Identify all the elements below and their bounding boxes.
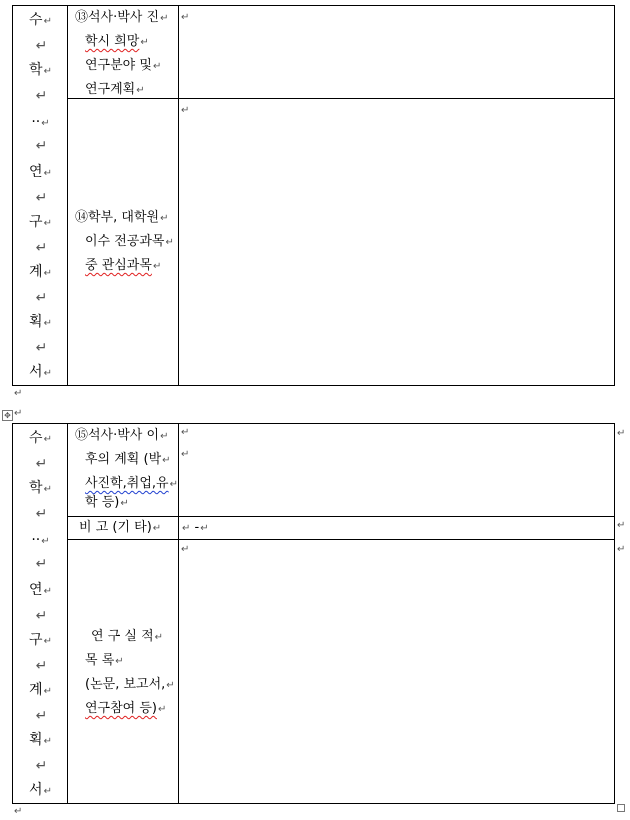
remarks-value: ↵ -↵ (182, 520, 209, 535)
label-remarks: 비 고 (기 타)↵ (79, 520, 162, 535)
side-title-vertical: 수↵ ↵ 학↵ ↵ ··↵ ↵ 연↵ ↵ 구↵ ↵ 계↵ ↵ 획↵ ↵ 서↵ (29, 12, 52, 380)
label-interest-courses: ⑭학부, 대학원↵ 이수 전공과목↵ 중 관심과목↵ (75, 210, 174, 273)
table-research-plan-1 (12, 5, 615, 386)
row-end-mark: ↵ (617, 428, 626, 439)
label-graduate-plan: ⑬석사·박사 진↵ 학시 희망↵ 연구분야 및↵ 연구계획↵ (75, 10, 169, 97)
empty-cell-mark: ↵ (181, 12, 190, 23)
column-divider (178, 6, 179, 385)
table-move-handle-icon[interactable]: ✥ (2, 410, 13, 421)
row-end-mark: ↵ (617, 544, 626, 555)
empty-cell-mark: ↵ (181, 544, 190, 555)
row-end-mark: ↵ (617, 520, 626, 531)
empty-cell-mark: ↵ (181, 105, 190, 116)
paragraph-mark: ↵ (14, 388, 23, 399)
empty-cell-mark: ↵ (181, 427, 190, 438)
paragraph-mark: ↵ (14, 806, 23, 817)
side-title-vertical: 수↵ ↵ 학↵ ↵ ··↵ ↵ 연↵ ↵ 구↵ ↵ 계↵ ↵ 획↵ ↵ 서↵ (29, 430, 52, 798)
label-research-achievements: 연 구 실 적↵ 목 록↵ (논문, 보고서,↵ 연구참여 등)↵ (85, 629, 175, 716)
column-divider (178, 424, 179, 803)
empty-cell-mark: ↵ (181, 449, 190, 460)
paragraph-mark: ↵ (14, 408, 23, 419)
label-post-graduate-plan: ⑮석사·박사 이↵ 후의 계획 (박↵ 사진학,취업,유↵ 학 등)↵ (75, 428, 179, 510)
table-resize-handle[interactable] (617, 804, 625, 812)
table-research-plan-2 (12, 423, 615, 804)
